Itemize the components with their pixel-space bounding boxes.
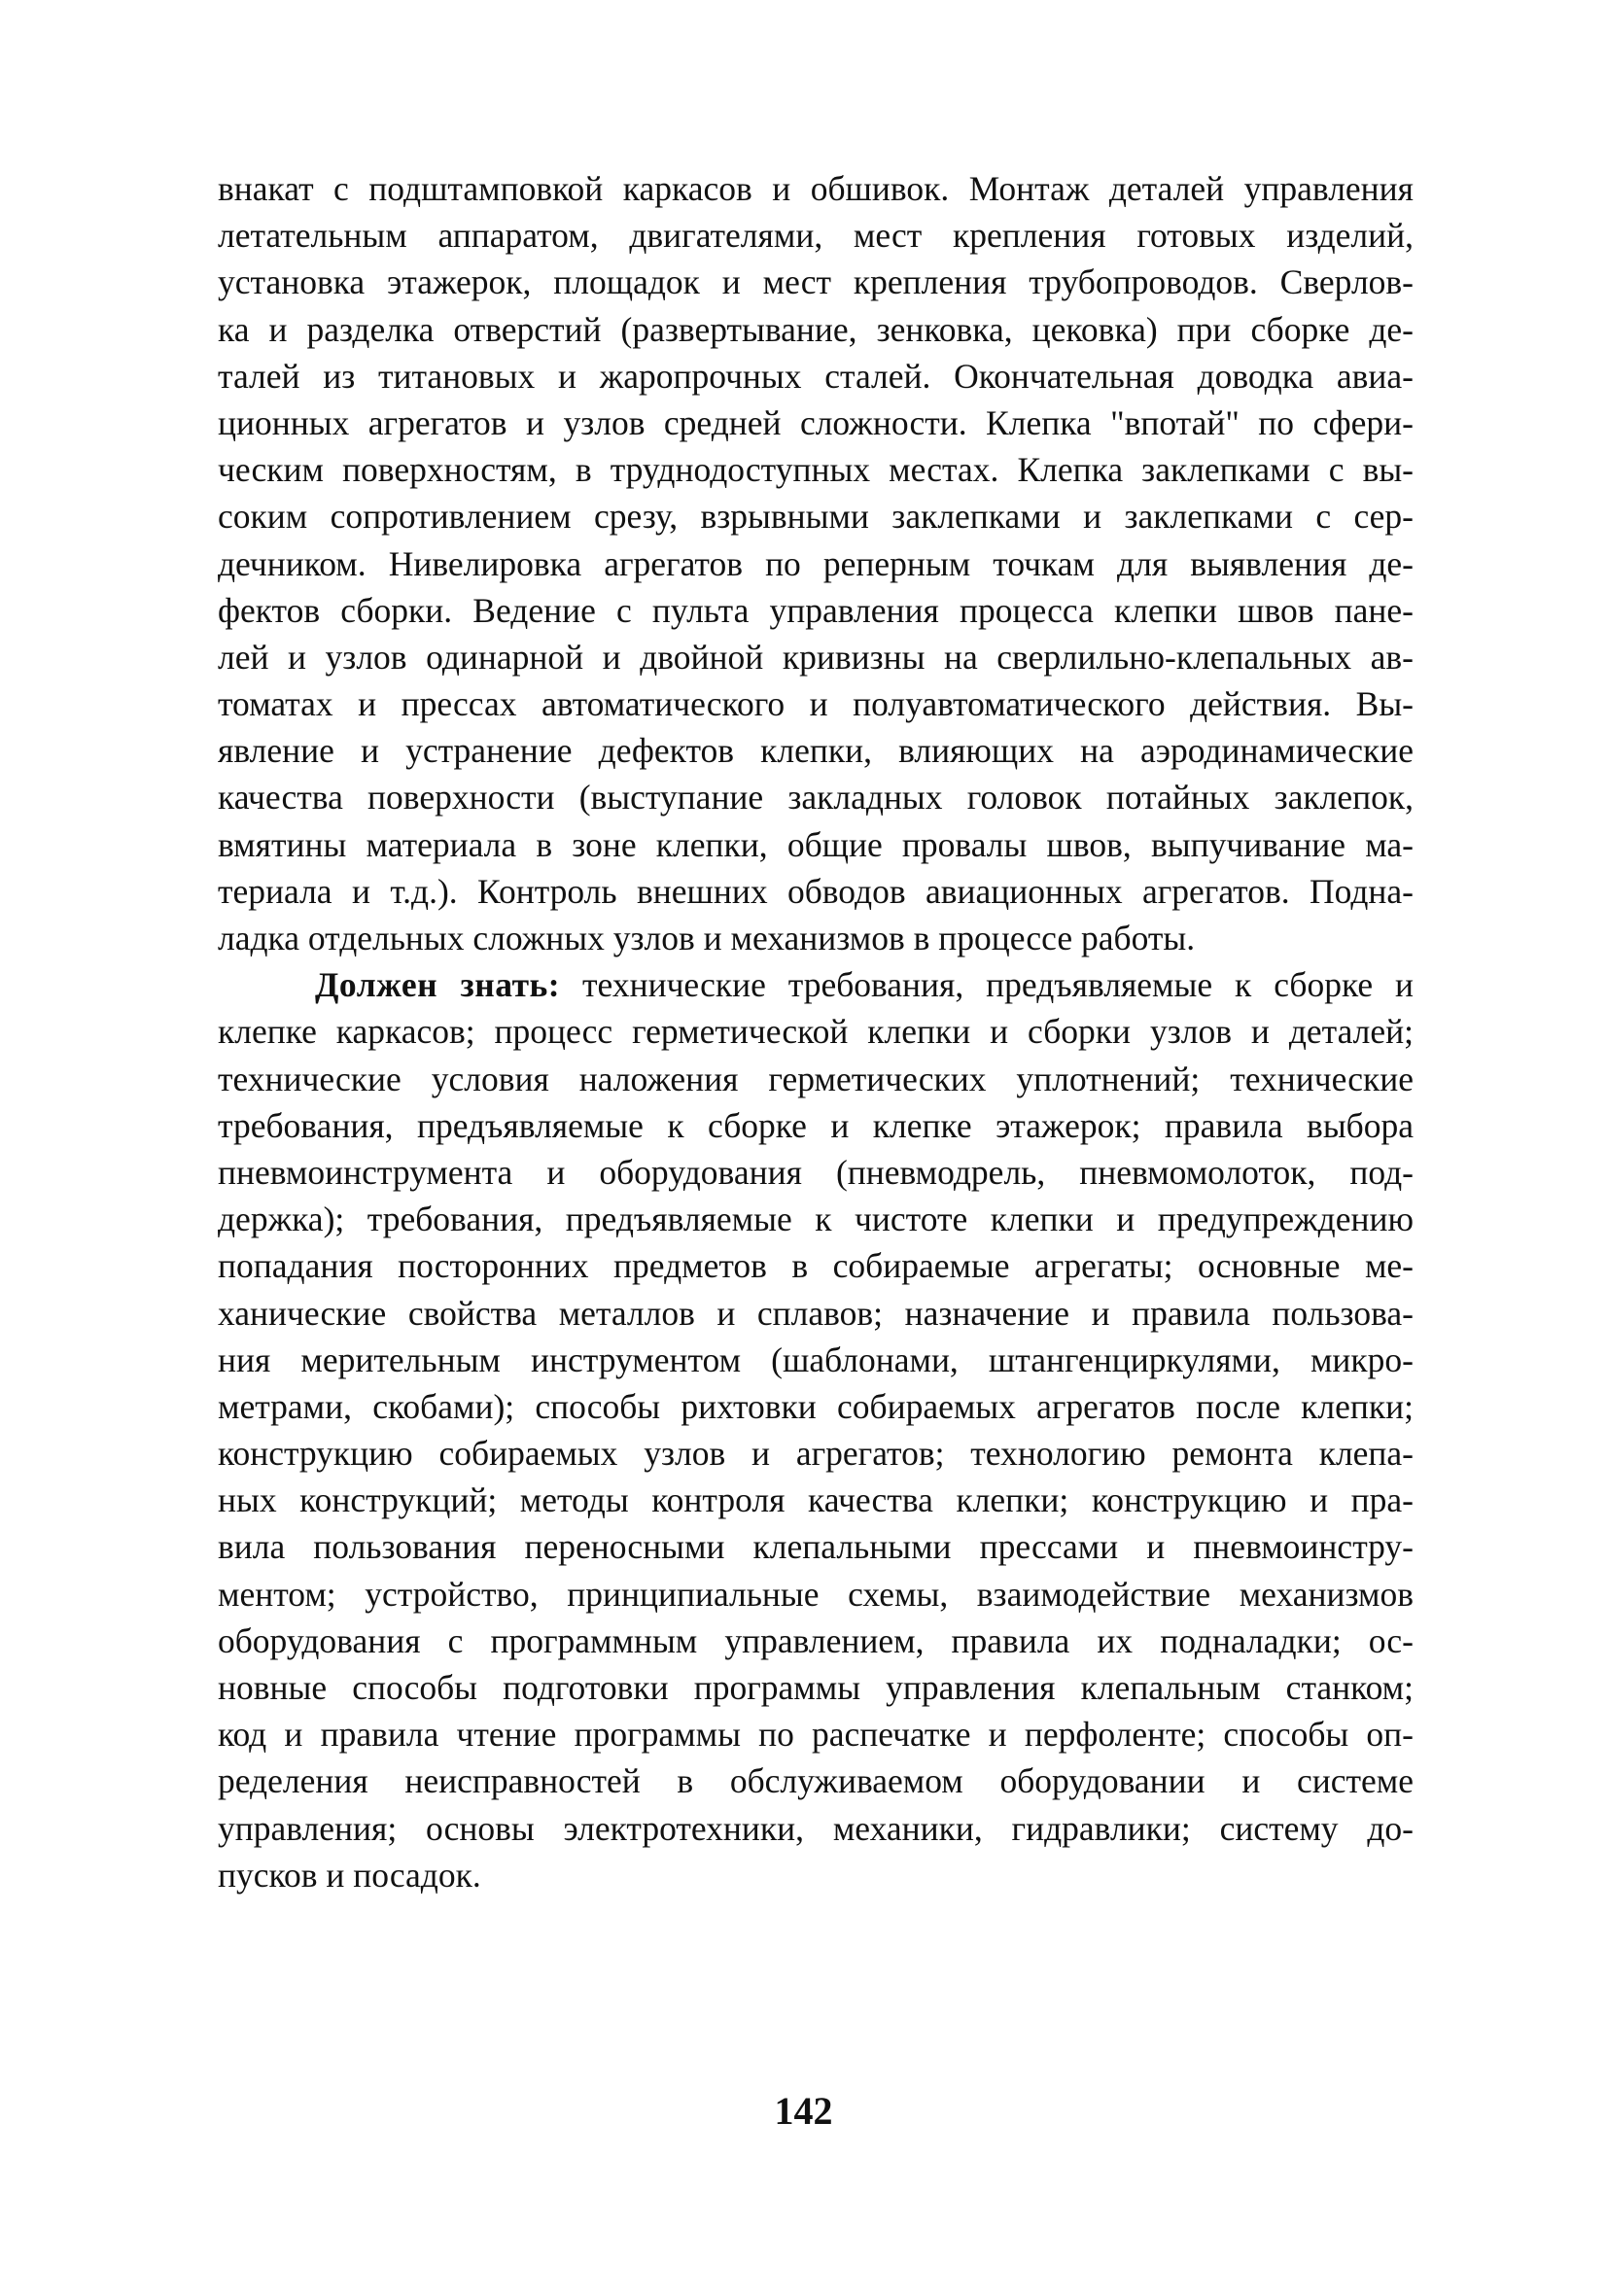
text-line: требования, предъявляемые к сборке и клепке этажерок; правила выбора bbox=[218, 1105, 1414, 1145]
text-line: лей и узлов одинарной и двойной кривизны на сверлильно-клепальных ав- bbox=[218, 637, 1414, 677]
text-line: вила пользования переносными клепальными прессами и пневмоинстру- bbox=[218, 1527, 1414, 1567]
text-line: ния мерительным инструментом (шаблонами, штангенциркулями, микро- bbox=[218, 1339, 1414, 1379]
text-line: держка); требования, предъявляемые к чистоте клепки и предупреждению bbox=[218, 1200, 1414, 1239]
text-line: томатах и прессах автоматического и полуавтоматического действия. Вы- bbox=[218, 684, 1414, 724]
text-line: новные способы подготовки программы управления клепальным станком; bbox=[218, 1668, 1414, 1707]
text-line: управления; основы электротехники, механики, гидравлики; систему до- bbox=[218, 1808, 1414, 1848]
paragraph-duties bbox=[218, 165, 1414, 961]
text-line: установка этажерок, площадок и мест крепления трубопроводов. Сверлов- bbox=[218, 262, 1414, 302]
text-line: ных конструкций; методы контроля качества клепки; конструкцию и пра- bbox=[218, 1480, 1414, 1520]
text-line: пусков и посадок. bbox=[218, 1855, 481, 1895]
text-line: дечником. Нивелировка агрегатов по реперным точкам для выявления де- bbox=[218, 543, 1414, 583]
text-line: ментом; устройство, принципиальные схемы, взаимодействие механизмов bbox=[218, 1574, 1414, 1614]
text-line: ладка отдельных сложных узлов и механизмов в процессе работы. bbox=[218, 919, 1196, 957]
text-line: попадания посторонних предметов в собираемые агрегаты; основные ме- bbox=[218, 1246, 1414, 1286]
text-line: код и правила чтение программы по распечатке и перфоленте; способы оп- bbox=[218, 1715, 1414, 1755]
text-line: фектов сборки. Ведение с пульта управления процесса клепки швов пане- bbox=[218, 590, 1414, 630]
text-line: ределения неисправностей в обслуживаемом оборудовании и системе bbox=[218, 1761, 1414, 1801]
text-line: ческим поверхностям, в труднодоступных местах. Клепка заклепками с вы- bbox=[218, 450, 1414, 490]
body-text bbox=[218, 165, 1414, 1898]
page-number: 142 bbox=[774, 2089, 833, 2133]
text-line: конструкцию собираемых узлов и агрегатов; технологию ремонта клепа- bbox=[218, 1434, 1414, 1474]
paragraph-must-know bbox=[218, 961, 1414, 1898]
text-line: пневмоинструмента и оборудования (пневмодрель, пневмомолоток, под- bbox=[218, 1152, 1414, 1192]
text-line: ханические свойства металлов и сплавов; назначение и правила пользова- bbox=[218, 1293, 1414, 1333]
text-line-first bbox=[218, 961, 1414, 1008]
text-line: летательным аппаратом, двигателями, мест крепления готовых изделий, bbox=[218, 216, 1414, 256]
text-line: метрами, скобами); способы рихтовки собираемых агрегатов после клепки; bbox=[218, 1386, 1414, 1426]
text-line: клепке каркасов; процесс герметической клепки и сборки узлов и деталей; bbox=[218, 1012, 1414, 1052]
text-line: технические условия наложения герметических уплотнений; технические bbox=[218, 1059, 1414, 1098]
text-line: оборудования с программным управлением, правила их подналадки; ос- bbox=[218, 1620, 1414, 1660]
text-line: соким сопротивлением срезу, взрывными заклепками и заклепками с сер- bbox=[218, 497, 1414, 537]
text-line: териала и т.д.). Контроль внешних обводов авиационных агрегатов. Подна- bbox=[218, 871, 1414, 911]
text-line: внакат с подштамповкой каркасов и обшивок. Монтаж деталей управления bbox=[218, 169, 1414, 208]
text-line: ка и разделка отверстий (развертывание, зенковка, цековка) при сборке де- bbox=[218, 309, 1414, 349]
text-line: талей из титановых и жаропрочных сталей. Окончательная доводка авиа- bbox=[218, 356, 1414, 396]
run-in-heading: Должен знать: bbox=[315, 965, 561, 1005]
text-line: явление и устранение дефектов клепки, влияющих на аэродинамические bbox=[218, 731, 1414, 771]
text-line: вмятины материала в зоне клепки, общие провалы швов, выпучивание ма- bbox=[218, 824, 1414, 864]
text-line: ционных агрегатов и узлов средней сложности. Клепка "впотай" по сфери- bbox=[218, 402, 1414, 442]
text-run: технические требования, предъявляемые к сборке и bbox=[560, 965, 1414, 1005]
text-line: качества поверхности (выступание закладных головок потайных заклепок, bbox=[218, 778, 1414, 818]
